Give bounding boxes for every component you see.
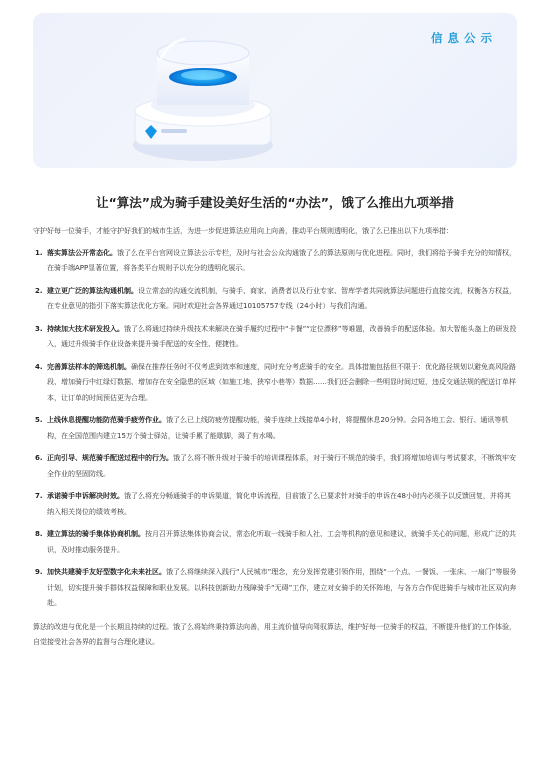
item-text: 饿了么将继续深入践行“人民城市”理念，充分发挥党建引领作用，围绕“一个点、一餐饭、一张床、一扇门”等服务计划，切实提升骑手群体权益保障和职业发展。以科技创新助力残障骑手“无碍”工作，建立对女骑手的关怀阵地，与各方合作促进骑手与城市社区双向奔赴。 xyxy=(47,568,517,607)
list-item xyxy=(33,527,517,558)
article-title: 让“算法”成为骑手建设美好生活的“办法”，饿了么推出九项举措 xyxy=(96,195,454,210)
list-item xyxy=(33,451,517,482)
article-intro: 守护好每一位骑手，才能守护好我们的城市生活，为进一步促进算法应用向上向善，推动平台规则透明化，饿了么已推出以下九项举措： xyxy=(33,227,453,235)
item-number: 6. xyxy=(35,454,43,462)
list-item xyxy=(33,360,517,407)
item-number: 7. xyxy=(35,492,43,500)
item-text: 饿了么将不断升级对于骑手的培训课程体系，对于骑行不规范的骑手，我们将增加培训与考试要求，不断筑牢安全作业的坚固防线。 xyxy=(47,454,516,478)
item-heading: 建立更广泛的算法沟通机制。 xyxy=(47,286,138,295)
article-body xyxy=(33,224,517,651)
item-text: 按月召开算法集体协商会议，常态化听取一线骑手和人社、工会等机构的意见和建议，就骑手关心的问题，形成广泛的共识，及时推动服务提升。 xyxy=(47,530,516,554)
item-number: 5. xyxy=(35,416,43,424)
item-heading: 建立算法的骑手集体协商机制。 xyxy=(47,530,145,538)
item-heading: 加快共建骑手友好型数字化未来社区。 xyxy=(47,568,166,576)
item-heading: 完善算法样本的筛选机制。 xyxy=(47,362,131,371)
item-text: 确保在推荐任务时不仅考虑到效率和速度，同时充分考虑骑手的安全。具体措施包括但不限于：优化路径规划以避免高风险路段、增加骑行中红绿灯数据、增加存在安全隐患的区域（如施工地、狭窄小巷等）数据……我们还会删除一些明显时间过短，违反交通法规的配送订单样本，让订单的时间预估更为合理。 xyxy=(47,362,516,402)
info-notice-tag: 信息公示 xyxy=(431,31,497,45)
list-item xyxy=(33,284,517,315)
item-number: 1. xyxy=(35,248,43,257)
item-number: 3. xyxy=(35,324,43,333)
item-heading: 正向引导、规范骑手配送过程中的行为。 xyxy=(47,454,173,462)
hero-banner xyxy=(33,13,517,168)
item-text: 饿了么已上线防疲劳提醒功能，骑手连续上线接单4小时，将提醒休息20分钟。会同各地工会、银行、通讯等机构，在全国范围内建立15万个骑士驿站，让骑手累了能歇脚，渴了有水喝。 xyxy=(47,416,509,440)
item-text: 饿了么将充分畅通骑手的申诉渠道，简化申诉流程，目前饿了么已要求针对骑手的申诉在48小时内必须予以反馈回复，并将其纳入相关岗位的绩效考核。 xyxy=(47,492,511,516)
item-text: 饿了么在平台官网设立算法公示专栏，及时与社会公众沟通饿了么的算法原则与优化进程。同时，我们将给予骑手充分的知情权，在骑手端APP显著位置，将各类平台规则予以充分的透明化展示。 xyxy=(47,248,516,272)
article-conclusion: 算法的改进与优化是一个长期且持续的过程。饿了么将始终秉持算法向善，用主流价值导向驾驭算法，维护好每一位骑手的权益，不断提升他们的工作体验，自觉接受社会各界的监督与合理化建议。 xyxy=(33,622,516,646)
item-number: 9. xyxy=(35,568,43,576)
list-item xyxy=(33,489,517,520)
item-heading: 落实算法公开常态化。 xyxy=(47,248,117,257)
list-item xyxy=(33,246,517,277)
measure-list xyxy=(33,246,517,612)
item-number: 8. xyxy=(35,530,43,538)
list-item xyxy=(33,565,517,612)
item-number: 2. xyxy=(35,286,43,295)
item-heading: 上线休息提醒功能防范骑手疲劳作业。 xyxy=(47,416,166,424)
item-text: 饿了么将通过持续升级技术来解决在骑手履约过程中“卡餐”“定位漂移”等难题，改善骑手的配送体验。加大智能头盔上的研发投入，通过升级骑手作业设备来提升骑手配送的安全性、便捷性。 xyxy=(47,324,517,348)
item-heading: 承诺骑手申诉解决时效。 xyxy=(47,492,124,500)
algorithm-platform-illustration xyxy=(105,13,305,168)
list-item xyxy=(33,413,517,444)
item-heading: 持续加大技术研发投入。 xyxy=(47,324,124,333)
list-item xyxy=(33,322,517,353)
item-text: 设立常态的沟通交流机制，与骑手、商家、消费者以及行业专家、智库学者共同就算法问题进行直接交流，权衡各方权益，在专业意见的指引下落实算法优化方案。同时欢迎社会各界通过10105757专线（24小时）与我们沟通。 xyxy=(47,286,516,310)
item-number: 4. xyxy=(35,362,43,371)
